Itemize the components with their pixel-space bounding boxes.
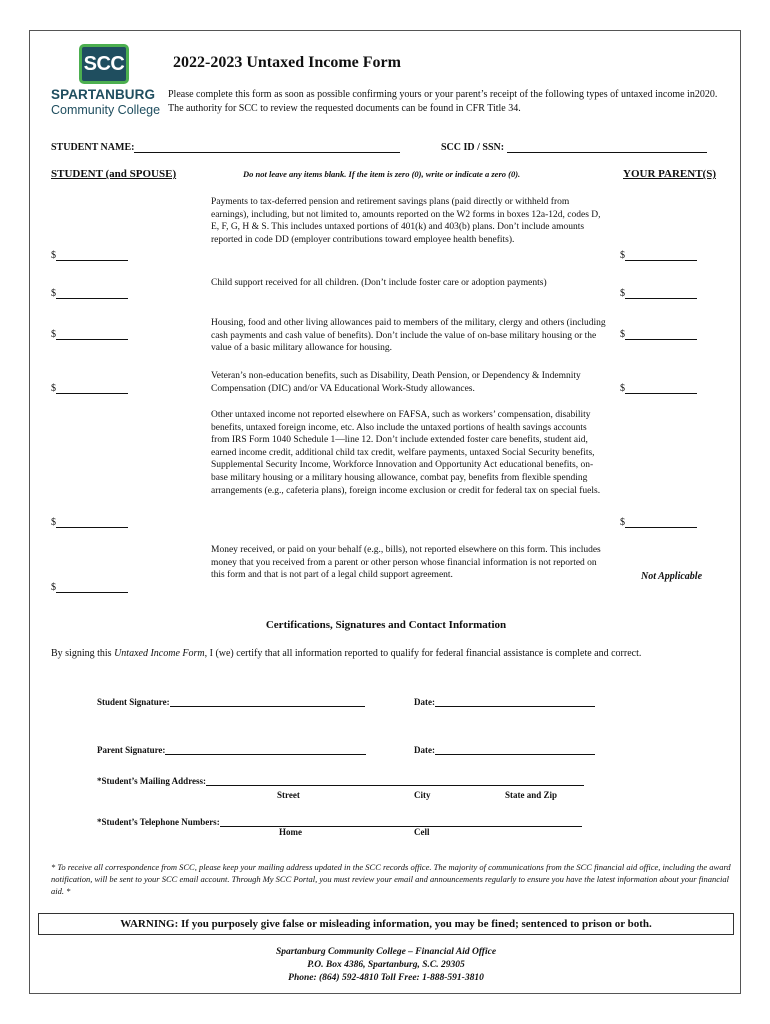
parent-amount-1[interactable]: $ <box>620 250 700 261</box>
student-column-header: STUDENT (and SPOUSE) <box>51 168 177 180</box>
scc-logo <box>51 44 163 120</box>
state-zip-label: State and Zip <box>505 790 558 800</box>
parent-signature-field[interactable] <box>165 743 366 755</box>
parent-amount-5[interactable]: $ <box>620 517 700 528</box>
footnote: * To receive all correspondence from SCC, please keep your mailing address updated in the SCC records office. The majority of communications from the SCC financial aid office, including the award notification, will be sent to your SCC email account. Through My SCC Portal, you must review your email and announcements regularly to ensure you have the latest information about your financial aid. * <box>51 862 731 896</box>
office-name: Spartanburg Community College – Financial Aid Office <box>275 947 497 957</box>
office-address: P.O. Box 4386, Spartanburg, S.C. 29305 <box>307 960 465 970</box>
scc-id-row <box>441 141 707 153</box>
student-amount-1[interactable]: $ <box>51 250 131 261</box>
student-signature-label: Student Signature: <box>97 697 170 707</box>
warning-box: WARNING: If you purposely give false or misleading information, you may be fined; sentenced to prison or both. <box>38 913 734 935</box>
item-money-received: Money received, or paid on your behalf (e.g., bills), not reported elsewhere on this form. This includes money that you received from a parent or other person whose financial information is not reported on this form and that is not part of a legal child support agreement. <box>211 545 601 581</box>
telephone-field[interactable] <box>220 815 582 827</box>
street-label: Street <box>277 790 300 800</box>
office-contact <box>30 946 742 985</box>
student-amount-3[interactable]: $ <box>51 329 131 340</box>
parent-amount-2[interactable]: $ <box>620 288 700 299</box>
logo-name: SPARTANBURG <box>51 87 156 102</box>
student-name-field[interactable] <box>134 141 400 153</box>
parent-not-applicable: Not Applicable <box>641 571 703 582</box>
parent-date-field[interactable] <box>435 743 595 755</box>
logo-mark: SCC <box>79 44 129 84</box>
certification-text: By signing this Untaxed Income Form, I (we) certify that all information reported to qualify for federal financial assistance is complete and correct. <box>51 648 642 659</box>
student-amount-6[interactable]: $ <box>51 582 131 593</box>
parent-amount-3[interactable]: $ <box>620 329 700 340</box>
item-housing-allowances: Housing, food and other living allowances paid to members of the military, clergy and others (including cash payments and cash value of benefits). Don’t include the value of on-base military housing or the value of a basic military allowance for housing. <box>211 318 606 354</box>
parent-signature-row <box>97 743 366 755</box>
item-child-support: Child support received for all children. (Don’t include foster care or adoption payments) <box>211 278 547 288</box>
logo-subtitle: Community College <box>51 103 161 117</box>
scc-id-field[interactable] <box>507 141 707 153</box>
student-name-row <box>51 141 400 153</box>
parent-amount-4[interactable]: $ <box>620 383 700 394</box>
student-date-label: Date: <box>414 697 435 707</box>
mailing-address-row <box>97 774 584 786</box>
student-amount-5[interactable]: $ <box>51 517 131 528</box>
telephone-label: *Student’s Telephone Numbers: <box>97 817 220 827</box>
home-label: Home <box>279 827 302 837</box>
parent-date-label: Date: <box>414 745 435 755</box>
instruction-note: Do not leave any items blank. If the item is zero (0), write or indicate a zero (0). <box>243 169 521 179</box>
student-date-row <box>414 695 595 707</box>
student-name-label: STUDENT NAME: <box>51 142 135 153</box>
mailing-address-label: *Student’s Mailing Address: <box>97 776 207 786</box>
city-label: City <box>414 790 431 800</box>
scc-id-label: SCC ID / SSN: <box>441 142 505 153</box>
parent-column-header: YOUR PARENT(S) <box>623 168 716 180</box>
cell-label: Cell <box>414 827 430 837</box>
mailing-address-field[interactable] <box>206 774 584 786</box>
student-signature-field[interactable] <box>170 695 365 707</box>
form-intro: Please complete this form as soon as possible confirming yours or your parent’s receipt of the following types of untaxed income in2020. The authority for SCC to review the requested documents can be found in CFR Title 34. <box>168 89 718 114</box>
office-phone: Phone: (864) 592-4810 Toll Free: 1-888-591-3810 <box>288 973 484 983</box>
item-veteran-benefits: Veteran’s non-education benefits, such as Disability, Death Pension, or Dependency & Indemnity Compensation (DIC) and/or VA Educational Work-Study allowances. <box>211 371 581 394</box>
form-title: 2022-2023 Untaxed Income Form <box>173 54 401 71</box>
certification-title: Certifications, Signatures and Contact Information <box>265 619 507 631</box>
telephone-row <box>97 815 582 827</box>
parent-signature-label: Parent Signature: <box>97 745 166 755</box>
student-amount-4[interactable]: $ <box>51 383 131 394</box>
student-amount-2[interactable]: $ <box>51 288 131 299</box>
item-retirement-plans: Payments to tax-deferred pension and retirement savings plans (paid directly or withheld from earnings), including, but not limited to, amounts reported on the W2 forms in boxes 12a-12d, codes D, E, F, G, H & S. This includes untaxed portions of 401(k) and 403(b) plans. Don’t include amounts reported in code DD (employer contributions toward employee health benefits). <box>211 197 601 245</box>
student-date-field[interactable] <box>435 695 595 707</box>
student-signature-row <box>97 695 365 707</box>
form-page <box>29 30 741 994</box>
item-other-untaxed-income: Other untaxed income not reported elsewhere on FAFSA, such as workers’ compensation, disability benefits, untaxed foreign income, etc. Also include the untaxed portions of health savings accounts from IRS Form 1040 Schedule 1—line 12. Don’t include extended foster care benefits, student aid, earned income credit, additional child tax credit, welfare payments, untaxed Social Security benefits, Supplemental Security Income, Workforce Innovation and Opportunity Act educational benefits, on-base military housing or a military housing allowance, combat pay, benefits from flexible spending arrangements (e.g., cafeteria plans), foreign income exclusion or credit for federal tax on special fuels. <box>211 410 601 496</box>
parent-date-row <box>414 743 595 755</box>
